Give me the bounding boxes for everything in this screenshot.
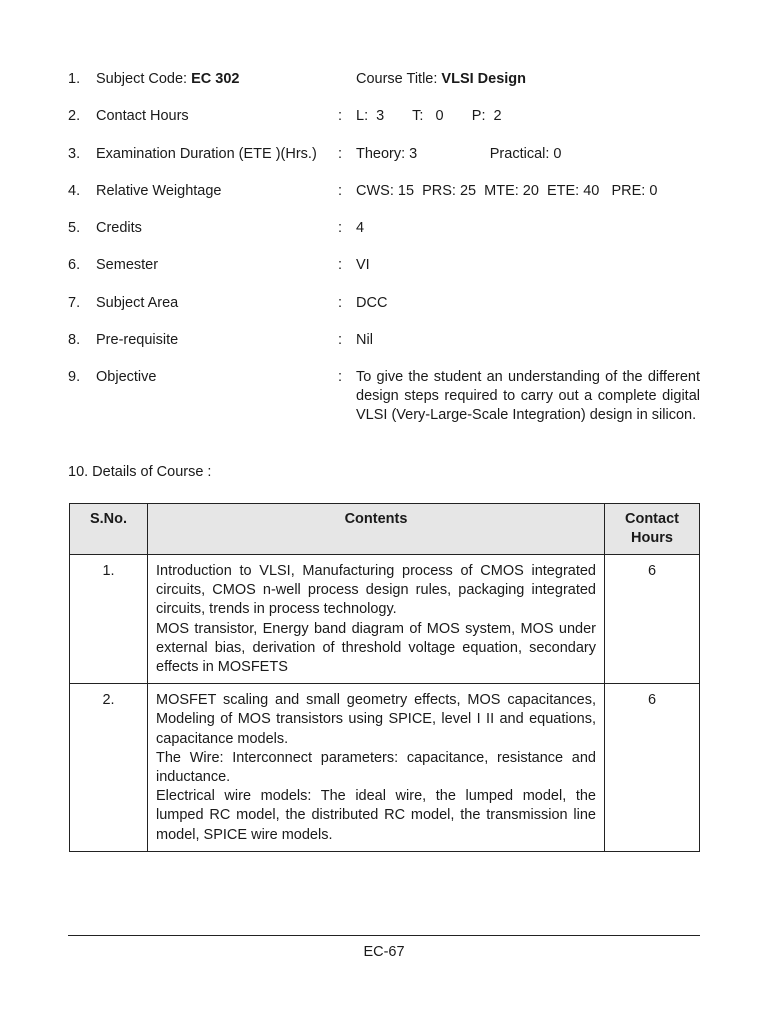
info-value: L: 3 T: 0 P: 2: [356, 108, 502, 125]
info-label: Credits: [96, 220, 142, 237]
item-number: 9.: [68, 369, 81, 386]
objective-text: To give the student an understanding of the different design steps required to carry out a complete digital VLSI (Very-Large-Scale Integration) design in silicon.: [356, 369, 700, 424]
info-row-exam-duration: [68, 145, 700, 182]
info-value: 4: [356, 220, 365, 237]
course-info-list: [68, 70, 700, 462]
info-row-objective: [68, 368, 700, 462]
colon-separator: :: [338, 220, 343, 237]
table-header-row: [70, 504, 700, 555]
info-label: Semester: [96, 257, 159, 274]
info-value: [356, 70, 700, 88]
content-paragraph: Electrical wire models: The ideal wire, the lumped model, the lumped RC model, the distributed RC model, the transmission line model, SPICE wire models.: [156, 788, 596, 843]
header-sno: S.No.: [70, 504, 148, 555]
item-number: 2.: [68, 108, 81, 125]
info-label: Relative Weightage: [96, 182, 222, 199]
info-value: CWS: 15 PRS: 25 MTE: 20 ETE: 40 PRE: 0: [356, 182, 658, 199]
info-row-credits: [68, 219, 700, 256]
content-paragraph: MOS transistor, Energy band diagram of MOS system, MOS under external bias, derivation of threshold voltage equation, secondary effects in MOSFETS: [156, 620, 596, 676]
row-sno: 2.: [70, 684, 148, 852]
footer-divider: [68, 935, 700, 936]
subject-code-label: Subject Code:: [96, 71, 192, 87]
info-label: Pre-requisite: [96, 332, 179, 349]
item-number: 3.: [68, 145, 81, 162]
info-row-prerequisite: [68, 331, 700, 368]
table-row: [70, 684, 700, 852]
info-row-subject-code: [68, 70, 700, 107]
row-sno: 1.: [70, 555, 148, 684]
row-contents: [148, 555, 605, 684]
info-value: Nil: [356, 332, 373, 349]
info-row-contact-hours: [68, 107, 700, 144]
content-paragraph: MOSFET scaling and small geometry effects, MOS capacitances, Modeling of MOS transistors using SPICE, level I II and equations, capacitance models.: [156, 692, 596, 747]
info-label: Contact Hours: [96, 108, 189, 125]
info-label: Examination Duration (ETE )(Hrs.): [96, 145, 317, 162]
subject-code-value: EC 302: [191, 71, 240, 87]
table-row: [70, 555, 700, 684]
colon-separator: :: [338, 108, 343, 125]
item-number: 8.: [68, 332, 81, 349]
info-label: [96, 70, 240, 88]
header-contents: Contents: [148, 504, 605, 555]
colon-separator: :: [338, 332, 343, 349]
info-label: Objective: [96, 369, 157, 386]
info-label: Subject Area: [96, 294, 179, 311]
colon-separator: :: [338, 294, 343, 311]
row-contents: [148, 684, 605, 852]
item-number: 6.: [68, 257, 81, 274]
header-contact-hours: Contact Hours: [605, 504, 700, 555]
colon-separator: :: [338, 145, 343, 162]
info-value: DCC: [356, 294, 388, 311]
item-number: 5.: [68, 220, 81, 237]
colon-separator: :: [338, 369, 343, 386]
info-row-weightage: [68, 182, 700, 219]
details-heading: 10. Details of Course :: [68, 464, 212, 480]
course-details-table: [69, 503, 700, 852]
info-value: Theory: 3 Practical: 0: [356, 145, 562, 162]
content-paragraph: The Wire: Interconnect parameters: capacitance, resistance and inductance.: [156, 749, 596, 786]
item-number: 1.: [68, 71, 81, 87]
row-hours: 6: [605, 555, 700, 684]
item-number: 7.: [68, 294, 81, 311]
course-title-value: VLSI Design: [441, 71, 527, 87]
content-paragraph: Introduction to VLSI, Manufacturing process of CMOS integrated circuits, CMOS n-well process design rules, packaging integrated circuits, trends in process technology.: [156, 563, 596, 618]
info-row-semester: [68, 256, 700, 293]
item-number: 4.: [68, 182, 81, 199]
course-title-label: Course Title:: [356, 71, 442, 87]
colon-separator: :: [338, 257, 343, 274]
colon-separator: :: [338, 182, 343, 199]
info-value: VI: [356, 257, 370, 274]
page-number: EC-67: [363, 944, 405, 960]
row-hours: 6: [605, 684, 700, 852]
info-row-subject-area: [68, 294, 700, 331]
